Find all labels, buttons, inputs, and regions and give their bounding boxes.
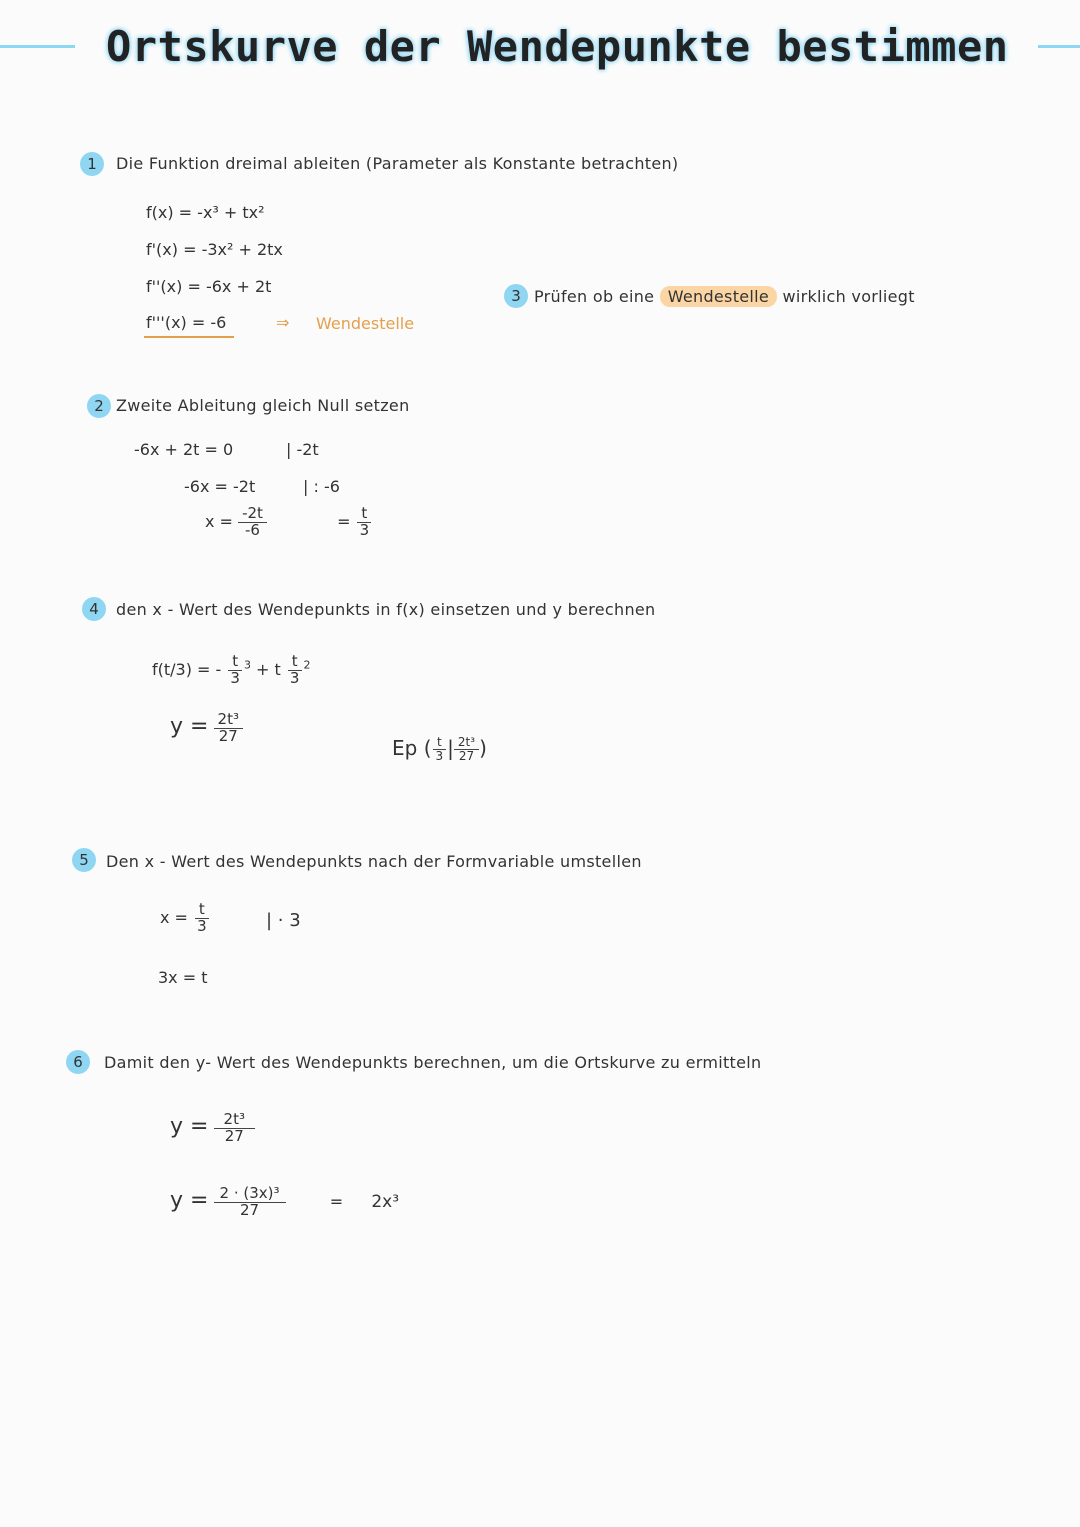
denominator: 27 <box>240 1200 260 1219</box>
denominator: 3 <box>197 916 207 935</box>
note-wendestelle: Wendestelle <box>316 314 415 333</box>
numerator: t <box>433 736 446 750</box>
numerator: t <box>228 654 242 671</box>
function: f(x) = -x³ + tx² <box>146 203 265 222</box>
underline <box>144 336 234 338</box>
third-derivative: f'''(x) = -6 <box>146 313 227 332</box>
equals: = <box>329 1191 344 1211</box>
y-lhs: y = <box>170 1187 209 1213</box>
lhs: f(t/3) = - <box>152 659 222 679</box>
fraction <box>226 654 244 687</box>
numerator: 2 · (3x)³ <box>214 1186 286 1203</box>
step-text: Damit den y- Wert des Wendepunkts berechnen, um die Ortskurve zu ermitteln <box>104 1053 762 1072</box>
inflection-point: Ep ( $\frac{t}{3}$ | $\frac{\text{2t³}}{27}$ ) <box>392 735 487 763</box>
denominator: 3 <box>359 520 370 539</box>
rearrange-line-1 <box>160 902 211 935</box>
fraction <box>432 736 448 762</box>
step-number: 4 <box>82 597 106 621</box>
equation-line-3 <box>205 506 373 539</box>
step-text: Zweite Ableitung gleich Null setzen <box>116 396 410 415</box>
y-lhs: y = <box>170 1113 209 1139</box>
rearrange-line-2: 3x = t <box>158 968 208 987</box>
fraction <box>214 712 243 745</box>
denominator: 3 <box>230 668 240 687</box>
step-number: 1 <box>80 152 104 176</box>
equals: = <box>337 511 351 531</box>
title-line-right <box>1038 45 1080 48</box>
substitution <box>152 654 310 687</box>
page-title: Ortskurve der Wendepunkte bestimmen <box>106 22 1009 71</box>
numerator: 2t³ <box>214 712 243 729</box>
ep-label: Ep <box>392 736 418 760</box>
fraction <box>356 506 374 539</box>
step-number: 5 <box>72 848 96 872</box>
title-line-left <box>0 45 75 48</box>
fraction <box>214 1186 286 1219</box>
step-number: 3 <box>504 284 528 308</box>
y-line-1 <box>170 1112 255 1145</box>
operation: | · 3 <box>266 910 301 931</box>
step-text: den x - Wert des Wendepunkts in f(x) einsetzen und y berechnen <box>116 600 656 619</box>
numerator: -2t <box>238 506 267 523</box>
step-number: 2 <box>87 394 111 418</box>
result: 2x³ <box>371 1191 400 1212</box>
operation-1: | -2t <box>286 440 319 459</box>
exponent: 2 <box>303 658 311 672</box>
arrow-icon: ⇒ <box>276 313 290 332</box>
numerator: t <box>288 654 302 671</box>
numerator: 2t³ <box>454 736 479 750</box>
first-derivative: f'(x) = -3x² + 2tx <box>146 240 283 259</box>
denominator: 27 <box>218 726 238 745</box>
denominator: 3 <box>289 668 300 687</box>
exponent: 3 <box>243 658 251 672</box>
numerator: t <box>357 506 371 523</box>
step-text <box>534 287 915 306</box>
lhs: x = <box>205 511 233 531</box>
numerator: 2t³ <box>214 1112 255 1129</box>
fraction <box>286 654 304 687</box>
lhs: x = <box>160 907 188 927</box>
plus-term: + t <box>256 659 281 679</box>
step-number: 6 <box>66 1050 90 1074</box>
denominator: 27 <box>458 749 475 763</box>
step-text-post: wirklich vorliegt <box>782 287 915 306</box>
denominator: 27 <box>224 1126 244 1145</box>
operation-2: | : -6 <box>303 477 340 496</box>
highlight-wendestelle: Wendestelle <box>660 286 777 307</box>
denominator: -6 <box>245 520 260 539</box>
y-lhs: y = <box>170 713 209 739</box>
y-line-2 <box>170 1186 399 1219</box>
fraction <box>193 902 211 935</box>
equation-line-2: -6x = -2t <box>184 477 256 496</box>
equation-line-1: -6x + 2t = 0 <box>134 440 234 459</box>
step-text: Die Funktion dreimal ableiten (Parameter als Konstante betrachten) <box>116 154 679 173</box>
second-derivative: f''(x) = -6x + 2t <box>146 277 272 296</box>
step-text-pre: Prüfen ob eine <box>534 287 655 306</box>
fraction <box>238 506 267 539</box>
numerator: t <box>195 902 209 919</box>
fraction <box>214 1112 255 1145</box>
fraction <box>454 736 479 762</box>
step-text: Den x - Wert des Wendepunkts nach der Formvariable umstellen <box>106 852 642 871</box>
denominator: 3 <box>435 749 444 763</box>
y-result <box>170 712 243 745</box>
